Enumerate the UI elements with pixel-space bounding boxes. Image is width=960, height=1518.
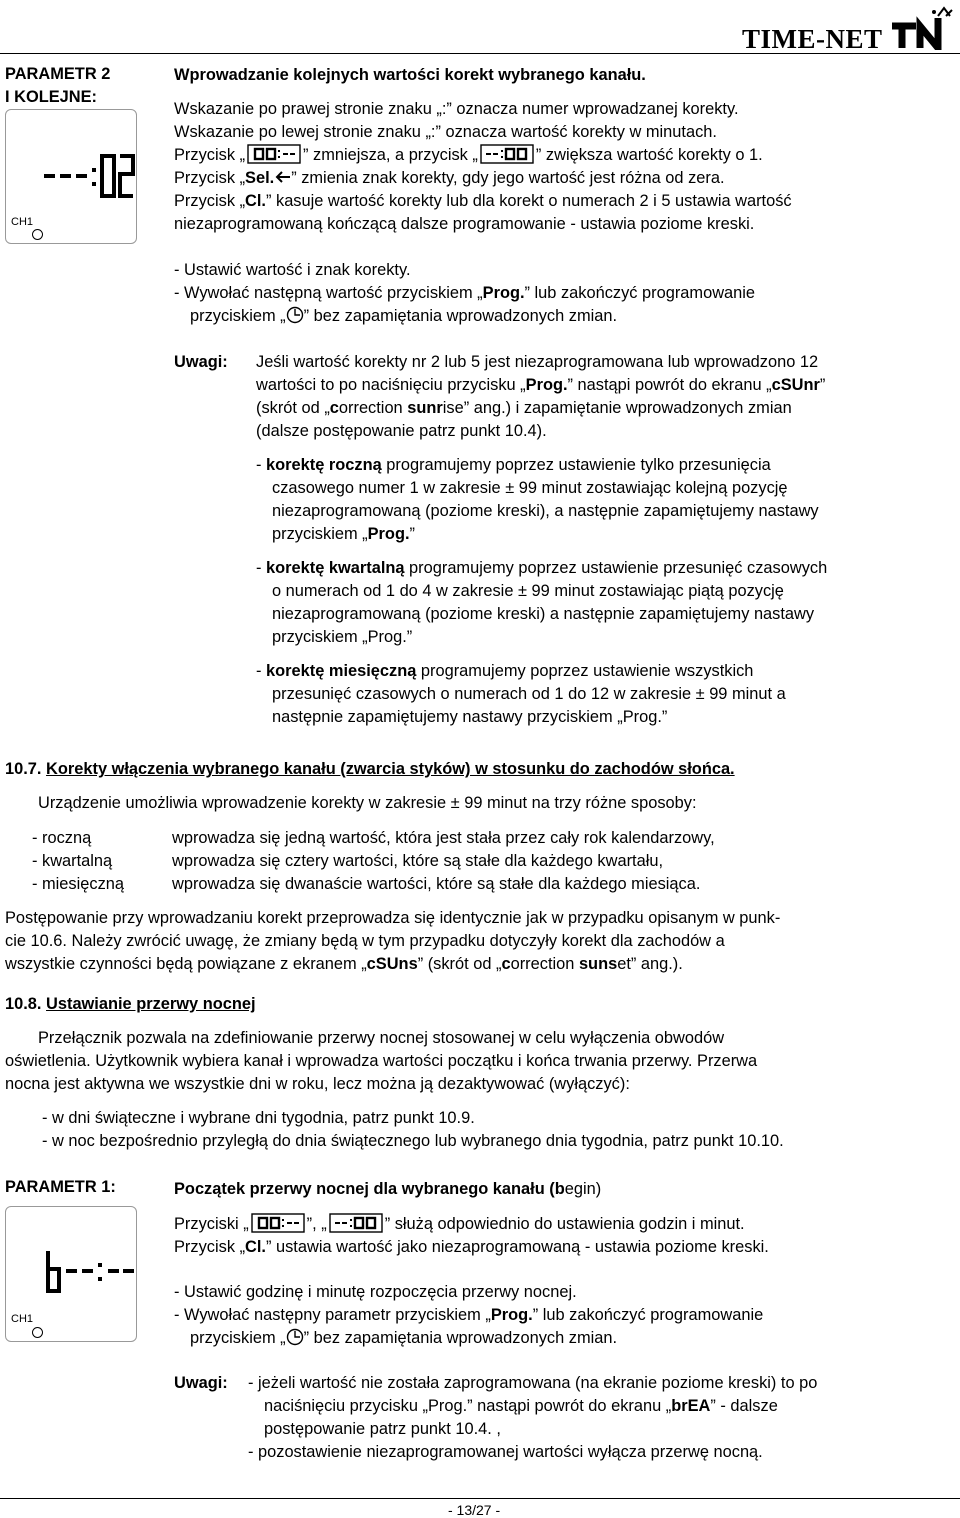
param2-title: Wprowadzanie kolejnych wartości korekt wybranego kanału. bbox=[174, 66, 646, 84]
tn-logo-icon bbox=[888, 4, 958, 50]
param2-notes-label: Uwagi: bbox=[174, 353, 228, 371]
param1-step-1: - Ustawić godzinę i minutę rozpoczęcia przerwy nocnej. bbox=[174, 1283, 577, 1301]
param2-note-2: wartości to po naciśnięciu przycisku „Prog.” nastąpi powrót do ekranu „cSUnr” bbox=[256, 376, 826, 394]
lcd-digits bbox=[44, 1247, 136, 1297]
lcd-indicator bbox=[32, 1327, 43, 1338]
lcd-display-param1 bbox=[5, 1206, 137, 1342]
param2-text-4: Przycisk „Sel. ” zmienia znak korekty, gdy jego wartość jest różna od zera. bbox=[174, 169, 725, 187]
footer-rule bbox=[0, 1498, 960, 1499]
correction-term-yearly: - roczną bbox=[32, 829, 92, 847]
param1-note-3: postępowanie patrz punkt 10.4. , bbox=[264, 1420, 501, 1438]
param2-label-1: PARAMETR 2 bbox=[5, 65, 111, 83]
param1-label: PARAMETR 1: bbox=[5, 1178, 116, 1196]
param1-note-2: naciśnięciu przycisku „Prog.” nastąpi powrót do ekranu „brEA” - dalsze bbox=[264, 1397, 778, 1415]
correction-desc-quarterly: wprowadza się cztery wartości, które są stałe dla każdego kwartału, bbox=[172, 852, 664, 870]
key-minutes-icon bbox=[480, 144, 534, 164]
key-hours-icon bbox=[247, 144, 301, 164]
section-10-7-intro: Urządzenie umożliwia wprowadzenie korekty w zakresie ± 99 minut na trzy różne sposoby: bbox=[38, 794, 697, 812]
param2-text-2: Wskazanie po lewej stronie znaku „:” oznacza wartość korekty w minutach. bbox=[174, 123, 717, 141]
param1-text-1: Przyciski „ ”, „ ” służą odpowiednio do ustawienia godzin i minut. bbox=[174, 1215, 745, 1233]
yearly-correction-3: niezaprogramowaną (poziome kreski), a następnie zapamiętujemy nastawy bbox=[272, 502, 819, 520]
arrow-left-icon bbox=[275, 170, 291, 184]
param2-text-5: Przycisk „Cl.” kasuje wartość korekty lub dla korekt o numerach 2 i 5 ustawia wartość bbox=[174, 192, 792, 210]
page-number: - 13/27 - bbox=[448, 1502, 501, 1518]
section-10-7-para-3: wszystkie czynności będą powiązane z ekranem „cSUns” (skrót od „correction sunset” ang.). bbox=[5, 955, 683, 973]
brand-name: TIME-NET bbox=[742, 24, 883, 54]
key-hours-icon bbox=[251, 1213, 305, 1233]
section-10-7-heading: 10.7. Korekty włączenia wybranego kanału (zwarcia styków) w stosunku do zachodów słońca. bbox=[5, 760, 735, 778]
param2-step-3: przyciskiem „ ” bez zapamiętania wprowadzonych zmian. bbox=[190, 307, 618, 325]
param2-note-3: (skrót od „correction sunrise” ang.) i zapamiętanie wprowadzonych zmian bbox=[256, 399, 792, 417]
section-10-8-bullet-1: - w dni świąteczne i wybrane dni tygodnia, patrz punkt 10.9. bbox=[42, 1109, 475, 1127]
param1-notes-label: Uwagi: bbox=[174, 1374, 228, 1392]
param1-note-1: - jeżeli wartość nie została zaprogramowana (na ekranie poziome kreski) to po bbox=[248, 1374, 818, 1392]
param2-text-6: niezaprogramowaną kończącą dalsze programowanie - ustawia poziome kreski. bbox=[174, 215, 755, 233]
section-10-7-para-1: Postępowanie przy wprowadzaniu korekt przeprowadza się identycznie jak w przypadku opisanym w punk- bbox=[5, 909, 781, 927]
correction-desc-yearly: wprowadza się jedną wartość, która jest stała przez cały rok kalendarzowy, bbox=[172, 829, 715, 847]
param1-step-3: przyciskiem „ ” bez zapamiętania wprowadzonych zmian. bbox=[190, 1329, 618, 1347]
section-10-8-bullet-2: - w noc bezpośrednio przyległą do dnia świątecznego lub wybranego dnia tygodnia, patrz punkt 10.10. bbox=[42, 1132, 784, 1150]
section-10-8-para-2: oświetlenia. Użytkownik wybiera kanał i wprowadza wartości początku i końca trwania przerwy. Przerwa bbox=[5, 1052, 758, 1070]
monthly-correction-3: następnie zapamiętujemy nastawy przyciskiem „Prog.” bbox=[272, 708, 668, 726]
quarterly-correction-4: przyciskiem „Prog.” bbox=[272, 628, 413, 646]
param2-note-4: (dalsze postępowanie patrz punkt 10.4). bbox=[256, 422, 547, 440]
section-10-8-para-3: nocna jest aktywna we wszystkie dni w roku, lecz można ją dezaktywować (wyłączyć): bbox=[5, 1075, 630, 1093]
param1-step-2: - Wywołać następny parametr przyciskiem „Prog.” lub zakończyć programowanie bbox=[174, 1306, 764, 1324]
param1-title: Początek przerwy nocnej dla wybranego kanału (begin) bbox=[174, 1180, 602, 1198]
quarterly-correction-1: - korektę kwartalną programujemy poprzez ustawienie przesunięć czasowych bbox=[256, 559, 828, 577]
quarterly-correction-2: o numerach od 1 do 4 w zakresie ± 99 minut zostawiając piątą pozycję bbox=[272, 582, 784, 600]
correction-term-quarterly: - kwartalną bbox=[32, 852, 113, 870]
param2-note-1: Jeśli wartość korekty nr 2 lub 5 jest niezaprogramowana lub wprowadzono 12 bbox=[256, 353, 819, 371]
yearly-correction-4: przyciskiem „Prog.” bbox=[272, 525, 415, 543]
correction-term-monthly: - miesięczną bbox=[32, 875, 124, 893]
lcd-digits bbox=[40, 152, 136, 202]
param2-text-1: Wskazanie po prawej stronie znaku „:” oznacza numer wprowadzanej korekty. bbox=[174, 100, 739, 118]
yearly-correction-1: - korektę roczną programujemy poprzez ustawienie tylko przesunięcia bbox=[256, 456, 771, 474]
lcd-display-param2 bbox=[5, 109, 137, 244]
param1-note-4: - pozostawienie niezaprogramowanej wartości wyłącza przerwę nocną. bbox=[248, 1443, 763, 1461]
clock-icon bbox=[286, 306, 304, 324]
param2-step-1: - Ustawić wartość i znak korekty. bbox=[174, 261, 411, 279]
param2-label-2: I KOLEJNE: bbox=[5, 88, 97, 106]
yearly-correction-2: czasowego numer 1 w zakresie ± 99 minut zostawiając kolejną pozycję bbox=[272, 479, 788, 497]
lcd-channel-label: CH1 bbox=[11, 216, 34, 228]
clock-icon bbox=[286, 1328, 304, 1346]
section-10-8-heading: 10.8. Ustawianie przerwy nocnej bbox=[5, 995, 256, 1013]
param1-text-2: Przycisk „Cl.” ustawia wartość jako niezaprogramowaną - ustawia poziome kreski. bbox=[174, 1238, 769, 1256]
section-10-7-para-2: cie 10.6. Należy zwrócić uwagę, że zmiany będą w tym przypadku dotyczyły korekt dla zachodów a bbox=[5, 932, 725, 950]
header-rule bbox=[0, 53, 960, 54]
lcd-indicator bbox=[32, 229, 43, 240]
section-10-8-para-1: Przełącznik pozwala na zdefiniowanie przerwy nocnej stosowanej w celu wyłączenia obwodów bbox=[38, 1029, 725, 1047]
key-minutes-icon bbox=[329, 1213, 383, 1233]
monthly-correction-2: przesunięć czasowych o numerach od 1 do 12 w zakresie ± 99 minut a bbox=[272, 685, 786, 703]
param2-step-2: - Wywołać następną wartość przyciskiem „Prog.” lub zakończyć programowanie bbox=[174, 284, 756, 302]
quarterly-correction-3: niezaprogramowaną (poziome kreski) a następnie zapamiętujemy nastawy bbox=[272, 605, 815, 623]
monthly-correction-1: - korektę miesięczną programujemy poprzez ustawienie wszystkich bbox=[256, 662, 754, 680]
lcd-channel-label: CH1 bbox=[11, 1313, 34, 1325]
param2-text-3: Przycisk „ ” zmniejsza, a przycisk „ ” zwiększa wartość korekty o 1. bbox=[174, 146, 763, 164]
correction-desc-monthly: wprowadza się dwanaście wartości, które są stałe dla każdego miesiąca. bbox=[172, 875, 701, 893]
